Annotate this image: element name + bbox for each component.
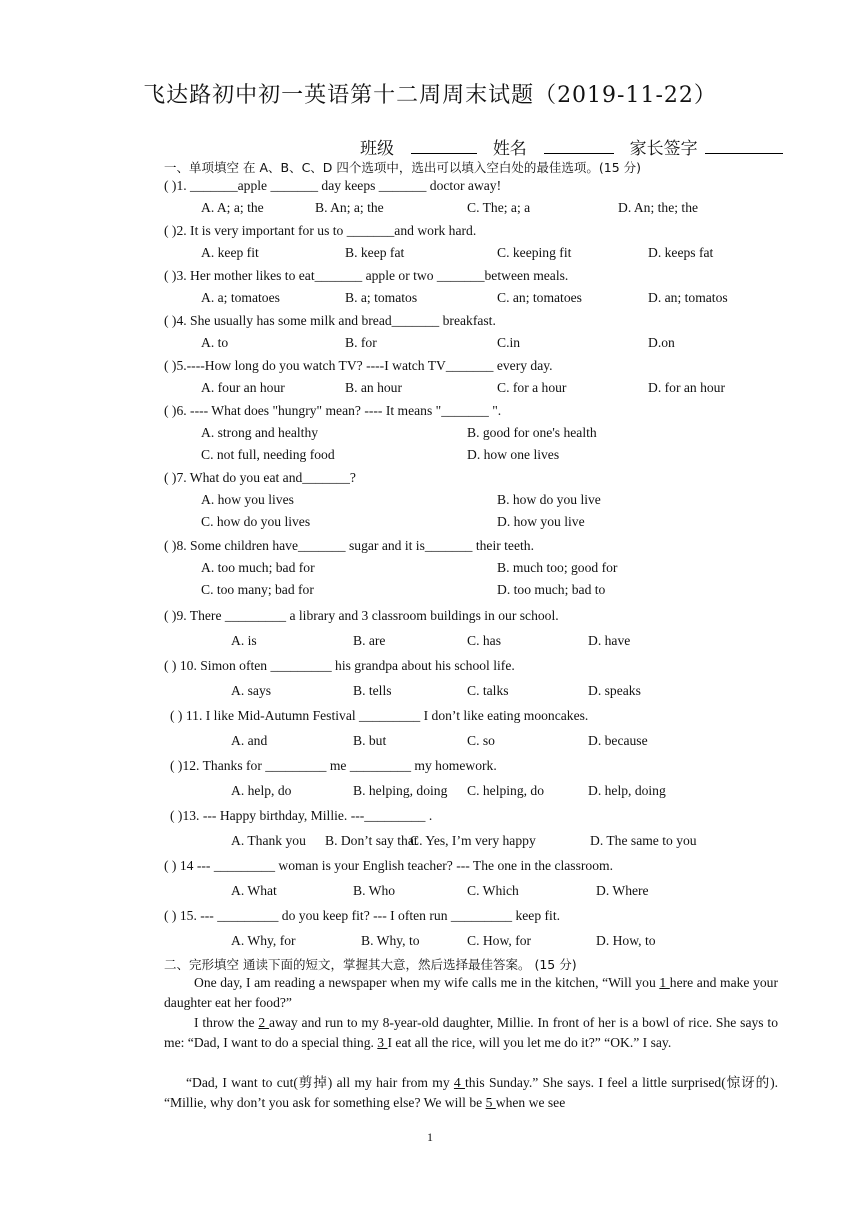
passage-text: I throw the [194,1015,259,1030]
option-b: B. Why, to [361,933,420,948]
option-d: D. too much; bad to [497,582,606,597]
option-c: C. how do you lives [201,514,311,529]
question-8: ( )8. Some children have_______ sugar and it is_______ their teeth. [164,538,534,553]
option-b: B. but [353,733,387,748]
page-number: 1 [427,1130,433,1144]
question-1: ( )1. _______apple _______ day keeps _______ doctor away! [164,178,502,193]
passage-text: One day, I am reading a newspaper when my wife calls me in the kitchen, “Will you [194,975,660,990]
question-5: ( )5.----How long do you watch TV? ----I watch TV_______ every day. [164,358,553,373]
passage-text: “Dad, I want to cut(剪掉) all my hair from my [186,1075,454,1090]
option-a: A. keep fit [201,245,259,260]
question-12: ( )12. Thanks for _________ me _________ my homework. [170,758,497,773]
question-7: ( )7. What do you eat and_______? [164,470,356,485]
name-blank [544,137,614,154]
option-a: A. too much; bad for [201,560,315,575]
blank-3: 3 [377,1035,388,1050]
option-a: A. to [201,335,229,350]
section-one-heading: 一、单项填空 在 A、B、C、D 四个选项中，选出可以填入空白处的最佳选项。(15 分) [164,160,642,175]
option-a: A. how you lives [201,492,294,507]
option-d: D. speaks [588,683,641,698]
option-d: D.on [648,335,675,350]
option-b: B. an hour [345,380,403,395]
option-d: D. How, to [596,933,656,948]
option-c: C. too many; bad for [201,582,314,597]
option-b: B. keep fat [345,245,405,260]
passage-text: when we see [495,1095,566,1110]
option-c: C.in [497,335,521,350]
option-c: C. Which [467,883,519,898]
option-d: D. how you live [497,514,585,529]
question-3: ( )3. Her mother likes to eat_______ apple or two _______between meals. [164,268,569,283]
passage-paragraph-3 [164,1073,778,1113]
option-b: B. tells [353,683,392,698]
option-a: A. What [231,883,277,898]
passage-paragraph-1 [164,973,778,1013]
option-d: D. help, doing [588,783,666,798]
question-13: ( )13. --- Happy birthday, Millie. ---_________ . [170,808,433,823]
option-c: C. Yes, I’m very happy [410,833,536,848]
passage-text: here and make your daughter eat her food?” [164,975,778,1010]
blank-4: 4 [453,1075,466,1090]
section-two-heading: 二、完形填空 通读下面的短文，掌握其大意，然后选择最佳答案。 (15 分) [164,957,577,972]
option-b: B. are [353,633,386,648]
option-d: D. have [588,633,631,648]
option-c: C. talks [467,683,509,698]
question-4: ( )4. She usually has some milk and bread_______ breakfast. [164,313,496,328]
option-c: C. The; a; a [467,200,531,215]
option-a: A. a; tomatoes [201,290,280,305]
question-15: ( ) 15. --- _________ do you keep fit? --- I often run _________ keep fit. [164,908,561,923]
option-a: A. four an hour [201,380,285,395]
class-label: 班级 [360,139,394,159]
blank-1: 1 [659,975,670,990]
option-b: B. much too; good for [497,560,618,575]
passage-text: away and run to my 8-year-old daughter, Millie. In front of her is a bowl of rice. She says to me: “Dad, I want to do a special thing. [164,1015,778,1050]
question-9: ( )9. There _________ a library and 3 classroom buildings in our school. [164,608,559,623]
question-11: ( ) 11. I like Mid-Autumn Festival _________ I don’t like eating mooncakes. [170,708,589,723]
blank-2: 2 [258,1015,270,1030]
passage-paragraph-2 [164,1013,778,1053]
option-c: C. has [467,633,501,648]
option-c: C. keeping fit [497,245,572,260]
option-d: D. An; the; the [618,200,699,215]
class-blank [411,137,477,154]
option-a: A. A; a; the [201,200,264,215]
parent-signature-label: 家长签字 [629,139,698,159]
option-c: C. for a hour [497,380,567,395]
option-b: B. helping, doing [353,783,448,798]
option-d: D. for an hour [648,380,726,395]
passage-text: this Sunday.” She says. I feel a little surprised(惊讶的). “Millie, why don’t you ask for something else? We will be [164,1075,778,1110]
option-a: A. says [231,683,272,698]
passage-text: I eat all the rice, will you let me do it?” “OK.” I say. [387,1035,672,1050]
option-c: C. not full, needing food [201,447,335,462]
option-b: B. for [345,335,377,350]
page-title: 飞达路初中初一英语第十二周周末试题（2019-11-22） [143,83,717,108]
option-a: A. is [231,633,257,648]
sign-line [360,134,783,159]
question-10: ( ) 10. Simon often _________ his grandpa about his school life. [164,658,515,673]
blank-5: 5 [485,1095,496,1110]
option-b: B. how do you live [497,492,601,507]
parent-signature-blank [705,137,783,154]
option-b: B. good for one's health [467,425,597,440]
option-d: D. how one lives [467,447,560,462]
option-a: A. and [231,733,268,748]
name-label: 姓名 [492,139,527,159]
option-a: A. strong and healthy [201,425,319,440]
option-b: B. An; a; the [315,200,384,215]
option-c: C. so [467,733,495,748]
option-d: D. an; tomatos [648,290,728,305]
option-a: A. Why, for [231,933,296,948]
question-6: ( )6. ---- What does "hungry" mean? ---- It means "_______ ". [164,403,502,418]
option-b: B. Who [353,883,396,898]
option-d: D. keeps fat [648,245,714,260]
option-a: A. help, do [231,783,292,798]
option-b: B. Don’t say that [325,833,418,848]
option-c: C. helping, do [467,783,545,798]
option-d: D. because [588,733,648,748]
option-c: C. How, for [467,933,532,948]
option-c: C. an; tomatoes [497,290,582,305]
question-14: ( ) 14 --- _________ woman is your English teacher? --- The one in the classroom. [164,858,613,873]
option-b: B. a; tomatos [345,290,418,305]
question-2: ( )2. It is very important for us to _______and work hard. [164,223,477,238]
option-d: D. Where [596,883,649,898]
option-a: A. Thank you [231,833,306,848]
option-d: D. The same to you [590,833,697,848]
